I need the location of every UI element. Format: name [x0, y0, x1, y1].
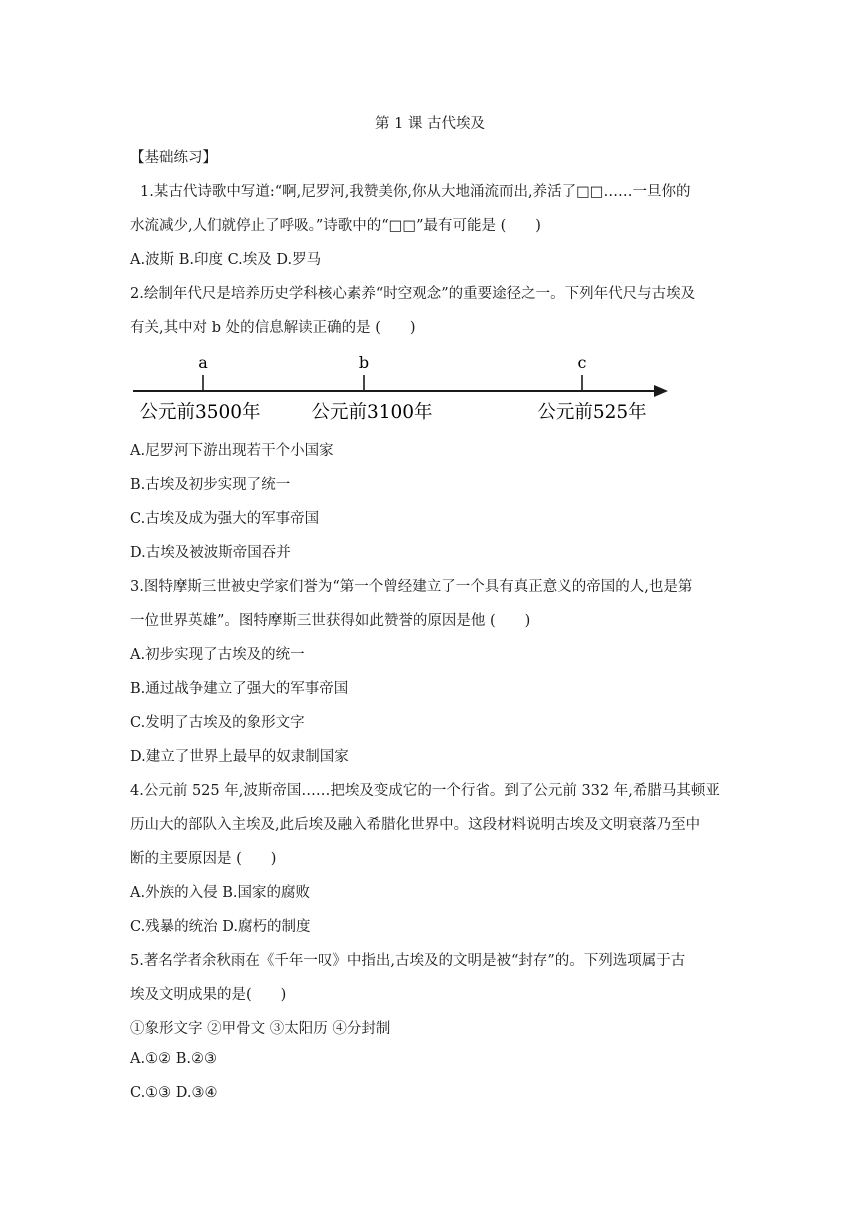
q2-option-a: A.尼罗河下游出现若干个小国家 — [130, 443, 334, 459]
q4-options-row1: A.外族的入侵 B.国家的腐败 — [130, 885, 310, 901]
q3-line2: 一位世界英雄”。图特摩斯三世获得如此赞誉的原因是他 ( ) — [130, 613, 531, 629]
q2-line2: 有关,其中对 b 处的信息解读正确的是 ( ) — [130, 320, 416, 336]
q5-line1: 5.著名学者余秋雨在《千年一叹》中指出,古埃及的文明是被“封存”的。下列选项属于古 — [130, 953, 686, 969]
q4-line1: 4.公元前 525 年,波斯帝国……把埃及变成它的一个行省。到了公元前 332 年,希腊马其顿亚 — [130, 783, 720, 799]
section-heading: 【基础练习】 — [130, 150, 217, 166]
q1-line1: 1.某古代诗歌中写道:“啊,尼罗河,我赞美你,你从大地涌流而出,养活了□□……一旦你的 — [140, 184, 691, 200]
q3-option-a: A.初步实现了古埃及的统一 — [130, 647, 305, 663]
q1-line2: 水流减少,人们就停止了呼吸。”诗歌中的“□□”最有可能是 ( ) — [130, 218, 541, 234]
q3-option-d: D.建立了世界上最早的奴隶制国家 — [130, 749, 349, 765]
q2-option-b: B.古埃及初步实现了统一 — [130, 477, 291, 493]
timeline-mark-b: b — [358, 353, 370, 372]
q4-line3: 断的主要原因是 ( ) — [130, 851, 277, 867]
q2-option-d: D.古埃及被波斯帝国吞并 — [130, 545, 291, 561]
timeline-mark-c: c — [577, 353, 587, 372]
q2-option-c: C.古埃及成为强大的军事帝国 — [130, 511, 320, 527]
q5-line2: 埃及文明成果的是( ) — [130, 987, 287, 1003]
page-title: 第 1 课 古代埃及 — [374, 116, 486, 132]
q5-items: ①象形文字 ②甲骨文 ③太阳历 ④分封制 — [130, 1021, 391, 1037]
q5-options-row1: A.①② B.②③ — [130, 1051, 217, 1067]
q4-line2: 历山大的部队入主埃及,此后埃及融入希腊化世界中。这段材料说明古埃及文明衰落乃至中 — [130, 817, 701, 833]
timeline-arrow-icon — [654, 385, 668, 397]
timeline-mark-a: a — [198, 353, 208, 372]
q4-options-row2: C.残暴的统治 D.腐朽的制度 — [130, 919, 311, 935]
q3-option-c: C.发明了古埃及的象形文字 — [130, 715, 305, 731]
timeline-diagram — [120, 346, 680, 426]
timeline-year-a: 公元前3500年 — [139, 402, 261, 423]
timeline-year-b: 公元前3100年 — [311, 402, 433, 423]
q3-line1: 3.图特摩斯三世被史学家们誉为“第一个曾经建立了一个具有真正意义的帝国的人,也是第 — [130, 579, 693, 595]
q3-option-b: B.通过战争建立了强大的军事帝国 — [130, 681, 349, 697]
timeline-year-c: 公元前525年 — [537, 402, 647, 423]
q5-options-row2: C.①③ D.③④ — [130, 1085, 218, 1101]
q2-line1: 2.绘制年代尺是培养历史学科核心素养“时空观念”的重要途径之一。下列年代尺与古埃及 — [130, 286, 696, 302]
q1-options: A.波斯 B.印度 C.埃及 D.罗马 — [130, 252, 322, 268]
